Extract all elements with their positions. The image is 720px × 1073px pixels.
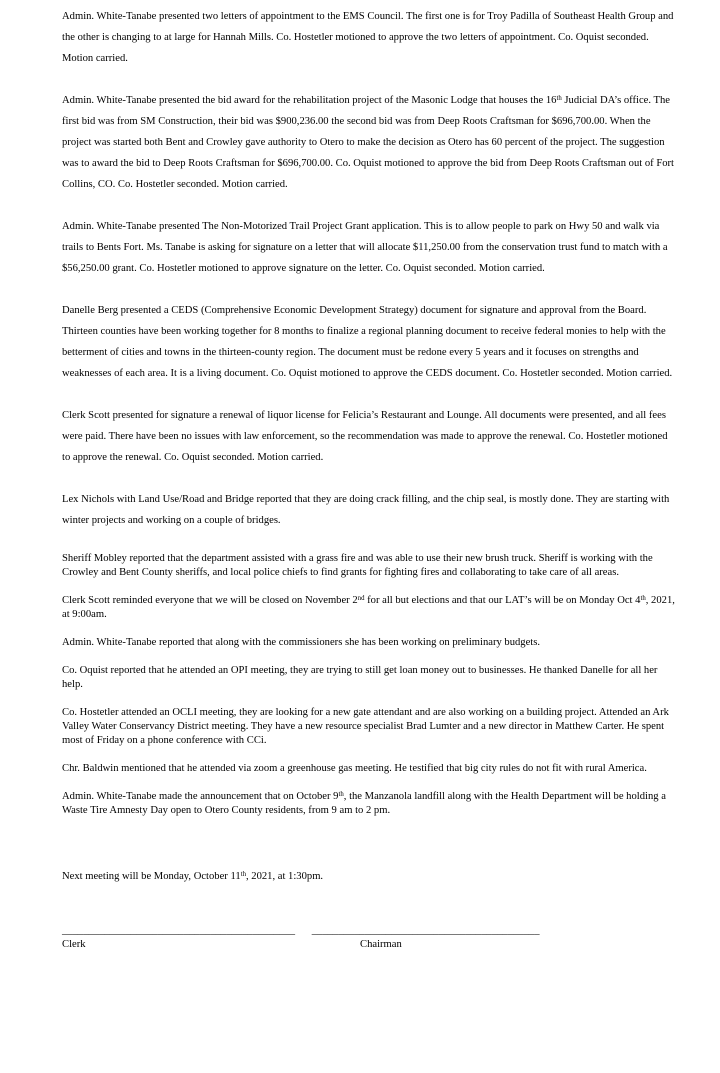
paragraph [62,489,676,531]
text-run: Judicial DA’s office. The first bid was from SM Construction, their bid was $900,236.00 the second bid was from Deep Roots Craftsman for $696,700.00. When the project was started both Bent and Crowley gave authority to Otero to make the decision as Otero has 60 percent of the project. The suggestion was to award the bid to Deep Roots Craftsman for $696,700.00. Co. Oquist motioned to approve the bid from Deep Roots Craftsman out of Fort Collins, CO. Co. Hostetler seconded. Motion carried. [62,95,674,190]
paragraph [62,706,676,748]
paragraph [62,90,676,195]
text-run: Clerk Scott presented for signature a renewal of liquor license for Felicia’s Restaurant and Lounge. All documents were presented, and all fees were paid. There have been no issues with law enforcement, so the recommendation was made to approve the renewal. Co. Hostetler motioned to approve the renewal. Co. Oquist seconded. Motion carried. [62,410,668,463]
text-run: , the Manzanola landfill along with the Health Department will be holding a Waste Tire Amnesty Day open to Otero County residents, from 9 am to 2 pm. [62,791,666,816]
chairman-signature-line: ___________________________________________ [311,925,540,936]
document-body [62,6,676,884]
paragraph [62,594,676,622]
paragraph [62,790,676,818]
paragraph [62,762,676,776]
paragraph [62,664,676,692]
text-run: Lex Nichols with Land Use/Road and Bridge reported that they are doing crack filling, and the chip seal, is mostly done. They are starting with winter projects and working on a couple of bridges. [62,494,670,526]
reports-section [62,552,676,884]
text-run: , 2021, at 1:30pm. [245,871,324,882]
superscript: th [640,594,646,602]
clerk-signature-line: ____________________________________________ [62,925,296,936]
paragraph [62,216,676,279]
text-run: Admin. White-Tanabe presented the bid award for the rehabilitation project of the Masonic Lodge that houses the 16 [62,95,557,106]
signature-block [62,924,676,952]
text-run: Admin. White-Tanabe made the announcement that on October 9 [62,791,339,802]
paragraph [62,405,676,468]
text-run: Chr. Baldwin mentioned that he attended via zoom a greenhouse gas meeting. He testified that big city rules do not fit with rural America. [62,763,647,774]
text-run: Sheriff Mobley reported that the department assisted with a grass fire and was able to use their new brush truck. Sheriff is working with the Crowley and Bent County sheriffs, and local police chiefs to find grants for fighting fires and collaborating to take care of all areas. [62,553,653,578]
text-run: for all but elections and that our LAT’s will be on Monday Oct 4 [364,595,641,606]
signature-labels-row [62,938,676,952]
text-run: Co. Hostetler attended an OCLI meeting, they are looking for a new gate attendant and are also working on a building project. Attended an Ark Valley Water Conservancy District meeting. They have a new resource specialist Brad Lumter and a new director in Matthew Carter. He spent most of Friday on a phone conference with CCi. [62,707,669,746]
clerk-label: Clerk [62,939,86,950]
paragraph [62,6,676,69]
signature-lines-row [62,924,676,938]
superscript: nd [357,594,365,602]
text-run: Clerk Scott reminded everyone that we will be closed on November 2 [62,595,358,606]
chairman-label: Chairman [360,939,402,950]
text-run: Admin. White-Tanabe presented The Non-Motorized Trail Project Grant application. This is to allow people to park on Hwy 50 and walk via trails to Bents Fort. Ms. Tanabe is asking for signature on a letter that will allocate $11,250.00 from the conservation trust fund to match with a $56,250.00 grant. Co. Hostetler motioned to approve signature on the letter. Co. Oquist seconded. Motion carried. [62,221,668,274]
paragraph [62,552,676,580]
text-run: Admin. White-Tanabe reported that along with the commissioners she has been working on preliminary budgets. [62,637,541,648]
text-run: Admin. White-Tanabe presented two letters of appointment to the EMS Council. The first one is for Troy Padilla of Southeast Health Group and the other is changing to at large for Hannah Mills. Co. Hostetler motioned to approve the two letters of appointment. Co. Oquist seconded. Motion carried. [62,11,674,64]
text-run: Danelle Berg presented a CEDS (Comprehensive Economic Development Strategy) document for signature and approval from the Board. Thirteen counties have been working together for 8 months to finalize a regional planning document to receive federal monies to help with the betterment of cities and towns in the thirteen-county region. The document must be redone every 5 years and it focuses on strengths and weaknesses of each area. It is a living document. Co. Oquist motioned to approve the CEDS document. Co. Hostetler seconded. Motion carried. [62,305,673,379]
text-run: , 2021, at 9:00am. [62,595,675,620]
superscript: th [338,790,344,798]
paragraph [62,870,676,884]
paragraph [62,636,676,650]
text-run: Co. Oquist reported that he attended an OPI meeting, they are trying to still get loan money out to businesses. He thanked Danelle for all her help. [62,665,658,690]
text-run: Next meeting will be Monday, October 11 [62,871,241,882]
paragraph [62,300,676,384]
superscript: th [240,870,246,878]
motions-section [62,6,676,531]
superscript: th [556,94,562,102]
